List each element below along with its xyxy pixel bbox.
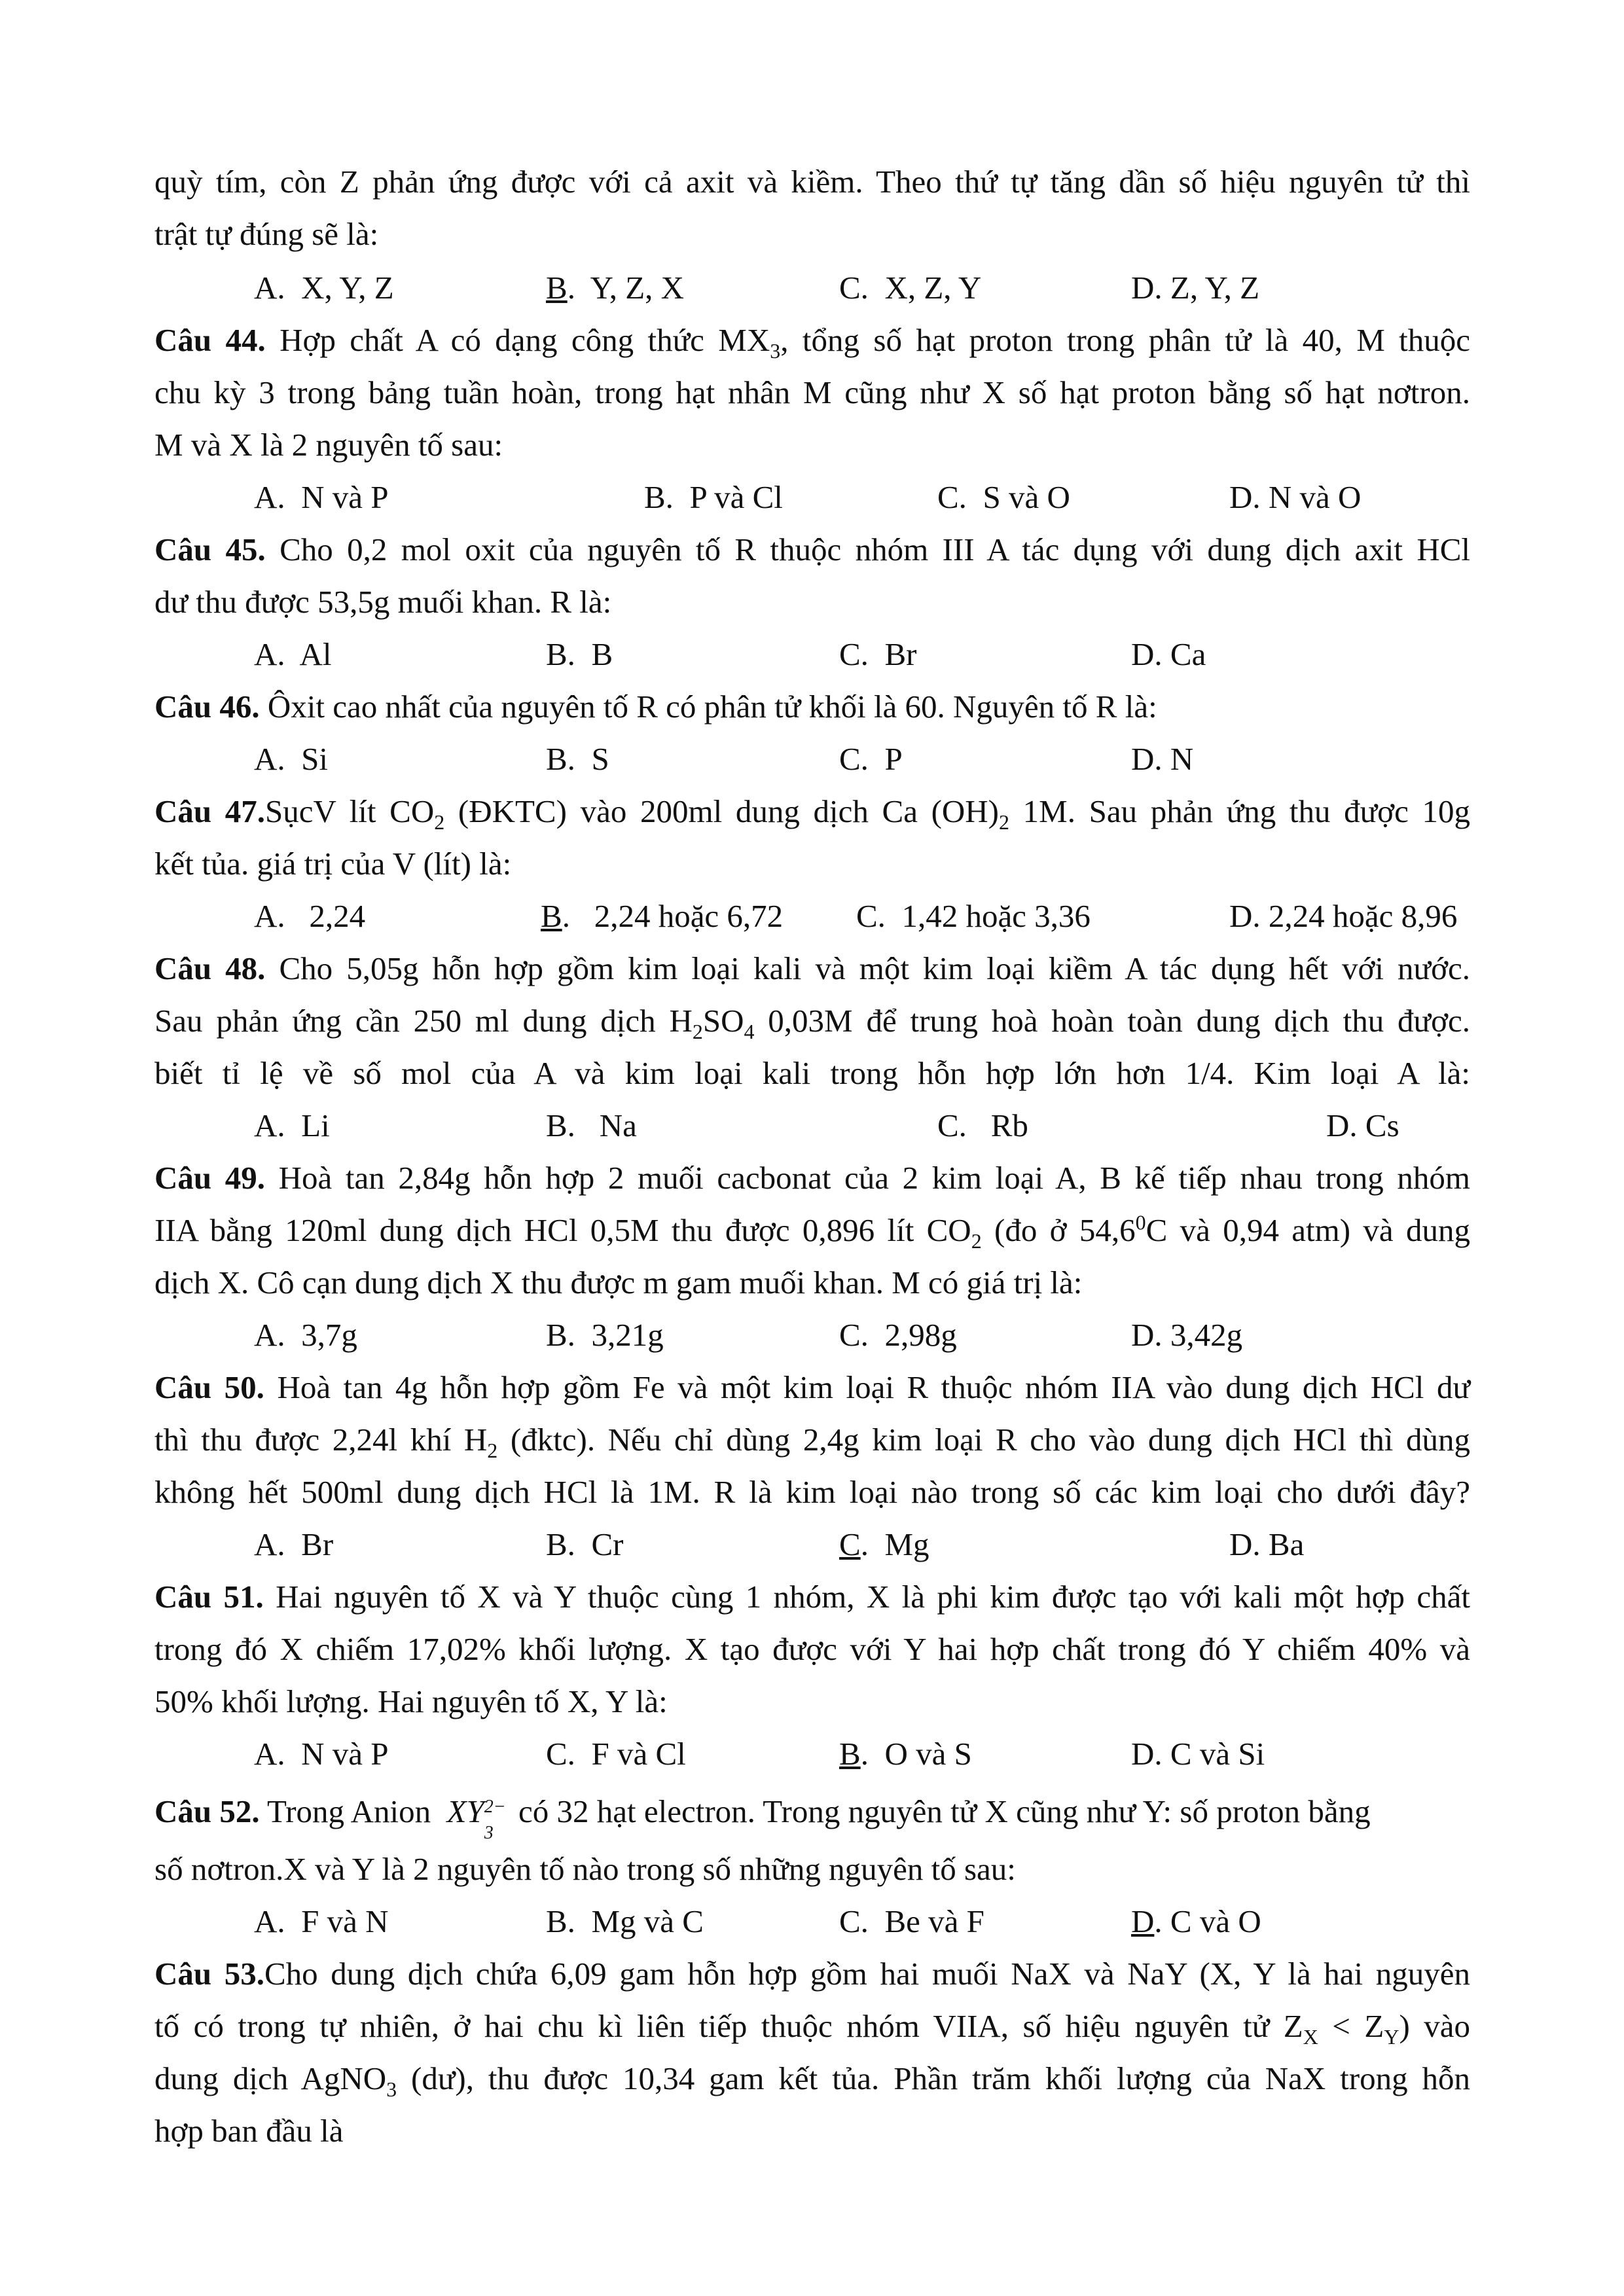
q47-option-b: B. 2,24 hoặc 6,72 <box>541 898 784 934</box>
intro-option-d: D. Z, Y, Z <box>1131 270 1260 306</box>
q51-line-1: Câu 51. Hai nguyên tố X và Y thuộc cùng 1 nhóm, X là phi kim được tạo với kali một hợp chất <box>154 1579 1470 1615</box>
intro-option-a: A. X, Y, Z <box>254 270 394 306</box>
q44-option-b: B. P và Cl <box>644 479 783 515</box>
intro-option-c: C. X, Z, Y <box>839 270 982 306</box>
anion-formula: XY 2− 3 <box>446 1793 506 1843</box>
q44-line-1: Câu 44. Hợp chất A có dạng công thức $MX_3$, tổng số hạt proton trong phân tử là 40, M thuộc <box>154 322 1470 363</box>
intro-option-b: B. Y, Z, X <box>546 270 685 306</box>
q50-option-a: A. Br <box>254 1526 334 1562</box>
q51-line-2: trong đó X chiếm 17,02% khối lượng. X tạo được với Y hai hợp chất trong đó Y chiếm 40% và <box>154 1631 1470 1667</box>
q49-line-1: Câu 49. Hoà tan 2,84g hỗn hợp 2 muối cacbonat của 2 kim loại A, B kế tiếp nhau trong nhóm <box>154 1160 1471 1196</box>
intro-line-1: quỳ tím, còn Z phản ứng được với cả axit và kiềm. Theo thứ tự tăng dần số hiệu nguyên tử thì <box>154 164 1470 200</box>
q46-option-a: A. Si <box>254 741 329 777</box>
q49-option-b: B. 3,21g <box>546 1317 664 1353</box>
q52-line-1: Câu 52. Trong Anion XY 2− 3 có 32 hạt electron. Trong nguyên tử X cũng như Y: số proton bằng <box>154 1793 1371 1843</box>
q47-line-2: kết tủa. giá trị của V (lít) là: <box>154 846 512 882</box>
q53-line-1: Câu 53.Cho dung dịch chứa 6,09 gam hỗn hợp gồm hai muối NaX và NaY (X, Y là hai nguyên <box>154 1956 1470 1992</box>
q45-option-c: C. Br <box>839 636 917 672</box>
q46-option-d: D. N <box>1131 741 1194 777</box>
q50-option-c: C. Mg <box>839 1526 929 1562</box>
q47-option-c: C. 1,42 hoặc 3,36 <box>856 898 1091 934</box>
q46-option-c: C. P <box>839 741 903 777</box>
intro-line-2: trật tự đúng sẽ là: <box>154 216 379 252</box>
q46-line-1: Câu 46. Ôxit cao nhất của nguyên tố R có phân tử khối là 60. Nguyên tố R là: <box>154 689 1157 725</box>
q45-option-d: D. Ca <box>1131 636 1206 672</box>
q52-option-b: B. Mg và C <box>546 1903 704 1939</box>
q49-option-a: A. 3,7g <box>254 1317 357 1353</box>
q50-line-2: thì thu được 2,24l khí $H_2$ (đktc). Nếu chỉ dùng 2,4g kim loại R cho vào dung dịch HCl thì dùng <box>154 1422 1470 1462</box>
q48-option-b: B. Na <box>546 1107 637 1143</box>
q45-option-b: B. B <box>546 636 613 672</box>
q51-option-d: D. C và Si <box>1131 1736 1265 1772</box>
q44-option-d: D. N và O <box>1229 479 1362 515</box>
q51-option-a: A. N và P <box>254 1736 389 1772</box>
q52-option-a: A. F và N <box>254 1903 389 1939</box>
q44-line-3: M và X là 2 nguyên tố sau: <box>154 427 503 463</box>
q48-line-2: Sau phản ứng cần 250 ml dung dịch $H_2SO_4$ 0,03M để trung hoà hoàn toàn dung dịch thu được. <box>154 1003 1470 1043</box>
q47-option-d: D. 2,24 hoặc 8,96 <box>1229 898 1458 934</box>
q48-line-1: Câu 48. Cho 5,05g hỗn hợp gồm kim loại kali và một kim loại kiềm A tác dụng hết với nước. <box>154 950 1470 986</box>
q48-option-c: C. Rb <box>937 1107 1028 1143</box>
q53-line-4: hợp ban đầu là <box>154 2113 344 2149</box>
q49-line-3: dịch X. Cô cạn dung dịch X thu được m gam muối khan. M có giá trị là: <box>154 1265 1083 1300</box>
q49-option-c: C. 2,98g <box>839 1317 957 1353</box>
q48-option-d: D. Cs <box>1326 1107 1399 1143</box>
q48-line-3: biết tỉ lệ về số mol của A và kim loại kali trong hỗn hợp lớn hơn 1/4. Kim loại A là: <box>154 1055 1470 1091</box>
q51-line-3: 50% khối lượng. Hai nguyên tố X, Y là: <box>154 1683 668 1719</box>
q44-line-2: chu kỳ 3 trong bảng tuần hoàn, trong hạt nhân M cũng như X số hạt proton bằng số hạt nơtron. <box>154 374 1470 410</box>
q51-option-c: C. F và Cl <box>546 1736 686 1772</box>
q52-line-2: số nơtron.X và Y là 2 nguyên tố nào trong số những nguyên tố sau: <box>154 1851 1016 1887</box>
q52-option-c: C. Be và F <box>839 1903 984 1939</box>
q47-line-1: Câu 47.SụcV lít $CO_2$ (ĐKTC) vào 200ml dung dịch Ca $(OH)_2$ 1M. Sau phản ứng thu được 10g <box>154 793 1470 834</box>
q50-option-d: D. Ba <box>1229 1526 1305 1562</box>
q50-line-1: Câu 50. Hoà tan 4g hỗn hợp gồm Fe và một kim loại R thuộc nhóm IIA vào dung dịch HCl dư <box>154 1369 1471 1405</box>
q44-option-a: A. N và P <box>254 479 389 515</box>
q46-option-b: B. S <box>546 741 609 777</box>
q49-line-2: IIA bằng 120ml dung dịch HCl 0,5M thu được 0,896 lít $CO_2$ (đo ở 54,6$^0$C và 0,94 atm) và dung <box>154 1210 1470 1253</box>
q49-option-d: D. 3,42g <box>1131 1317 1243 1353</box>
q44-option-c: C. S và O <box>937 479 1070 515</box>
q45-line-2: dư thu được 53,5g muối khan. R là: <box>154 584 612 620</box>
q45-line-1: Câu 45. Cho 0,2 mol oxit của nguyên tố R thuộc nhóm III A tác dụng với dung dịch axit HCl <box>154 531 1471 567</box>
q53-line-2: tố có trong tự nhiên, ở hai chu kì liên tiếp thuộc nhóm VIIA, số hiệu nguyên tử $Z_X < Z_Y$) vào <box>154 2008 1470 2049</box>
q50-option-b: B. Cr <box>546 1526 624 1562</box>
q53-line-3: dung dịch AgNO$_3$ (dư), thu được 10,34 gam kết tủa. Phần trăm khối lượng của NaX trong hỗn <box>154 2060 1470 2101</box>
q45-option-a: A. Al <box>254 636 332 672</box>
q51-option-b: B. O và S <box>839 1736 972 1772</box>
q47-option-a: A. 2,24 <box>254 898 366 934</box>
q48-option-a: A. Li <box>254 1107 330 1143</box>
q50-line-3: không hết 500ml dung dịch HCl là 1M. R là kim loại nào trong số các kim loại cho dưới đây? <box>154 1474 1470 1510</box>
q52-option-d: D. C và O <box>1131 1903 1261 1939</box>
